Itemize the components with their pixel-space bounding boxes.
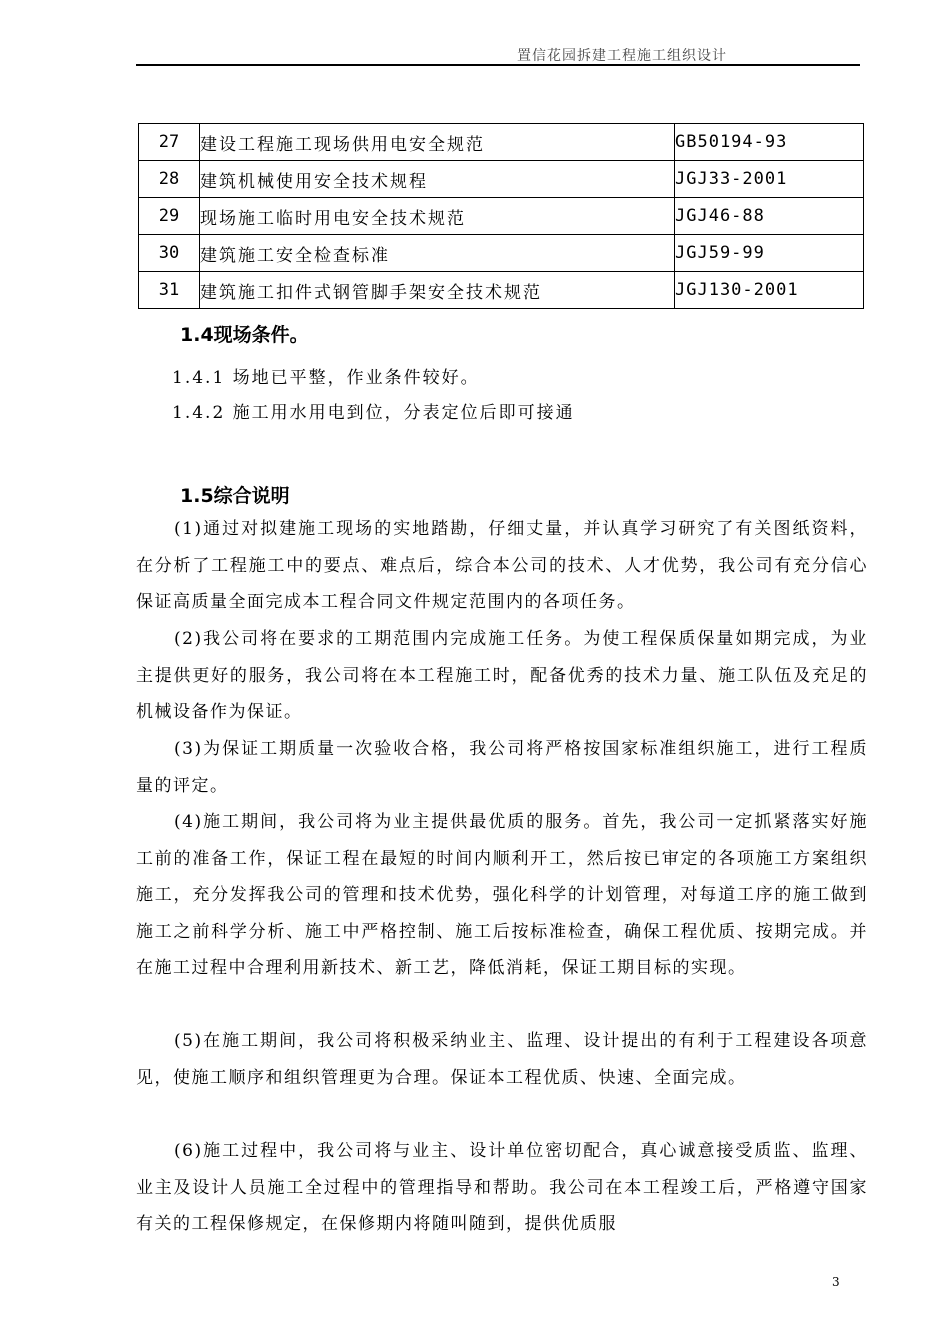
site-condition-item: 1.4.2 施工用水用电到位，分表定位后即可接通 (172, 403, 575, 423)
standard-code: JGJ130-2001 (675, 272, 864, 309)
paragraph: (4)施工期间，我公司将为业主提供最优质的服务。首先，我公司一定抓紧落实好施工前的准备工作，保证工程在最短的时间内顺利开工，然后按已审定的各项施工方案组织施工，充分发挥我公司的管理和技术优势，强化科学的计划管理，对每道工序的施工做到施工之前科学分析、施工中严格控制、施工后按标准检查，确保工程优质、按期完成。并在施工过程中合理利用新技术、新工艺，降低消耗，保证工期目标的实现。 (136, 812, 868, 978)
site-condition-item: 1.4.1 场地已平整，作业条件较好。 (172, 368, 480, 388)
standard-name: 建筑施工扣件式钢管脚手架安全技术规范 (200, 272, 675, 309)
section-1-5-title: 1.5综合说明 (180, 485, 290, 507)
header-title: 置信花园拆建工程施工组织设计 (517, 48, 727, 64)
standard-code: JGJ46-88 (675, 198, 864, 235)
standard-code: JGJ33-2001 (675, 161, 864, 198)
page-number: 3 (832, 1275, 840, 1289)
row-number: 30 (139, 235, 200, 272)
standard-name: 建筑机械使用安全技术规程 (200, 161, 675, 198)
row-number: 28 (139, 161, 200, 198)
section-1-4-title: 1.4现场条件。 (180, 324, 309, 346)
standard-code: JGJ59-99 (675, 235, 864, 272)
paragraph: (3)为保证工期质量一次验收合格，我公司将严格按国家标准组织施工，进行工程质量的评定。 (136, 739, 868, 796)
row-number: 27 (139, 124, 200, 161)
table-row (139, 198, 864, 235)
table-row (139, 235, 864, 272)
page-header (136, 40, 860, 66)
paragraph: (5)在施工期间，我公司将积极采纳业主、监理、设计提出的有利于工程建设各项意见，使施工顺序和组织管理更为合理。保证本工程优质、快速、全面完成。 (136, 1031, 868, 1088)
standard-code: GB50194-93 (675, 124, 864, 161)
paragraph: (1)通过对拟建施工现场的实地踏勘，仔细丈量，并认真学习研究了有关图纸资料，在分析了工程施工中的要点、难点后，综合本公司的技术、人才优势，我公司有充分信心保证高质量全面完成本工程合同文件规定范围内的各项任务。 (136, 519, 868, 612)
table-row (139, 161, 864, 198)
standard-name: 建设工程施工现场供用电安全规范 (200, 124, 675, 161)
standards-table (138, 123, 864, 309)
table-row (139, 124, 864, 161)
row-number: 29 (139, 198, 200, 235)
paragraph: (2)我公司将在要求的工期范围内完成施工任务。为使工程保质保量如期完成，为业主提供更好的服务，我公司将在本工程施工时，配备优秀的技术力量、施工队伍及充足的机械设备作为保证。 (136, 629, 868, 722)
standard-name: 建筑施工安全检查标准 (200, 235, 675, 272)
paragraph: (6)施工过程中，我公司将与业主、设计单位密切配合，真心诚意接受质监、监理、业主及设计人员施工全过程中的管理指导和帮助。我公司在本工程竣工后，严格遵守国家有关的工程保修规定，在保修期内将随叫随到，提供优质服 (136, 1141, 868, 1234)
table-row (139, 272, 864, 309)
standard-name: 现场施工临时用电安全技术规范 (200, 198, 675, 235)
row-number: 31 (139, 272, 200, 309)
